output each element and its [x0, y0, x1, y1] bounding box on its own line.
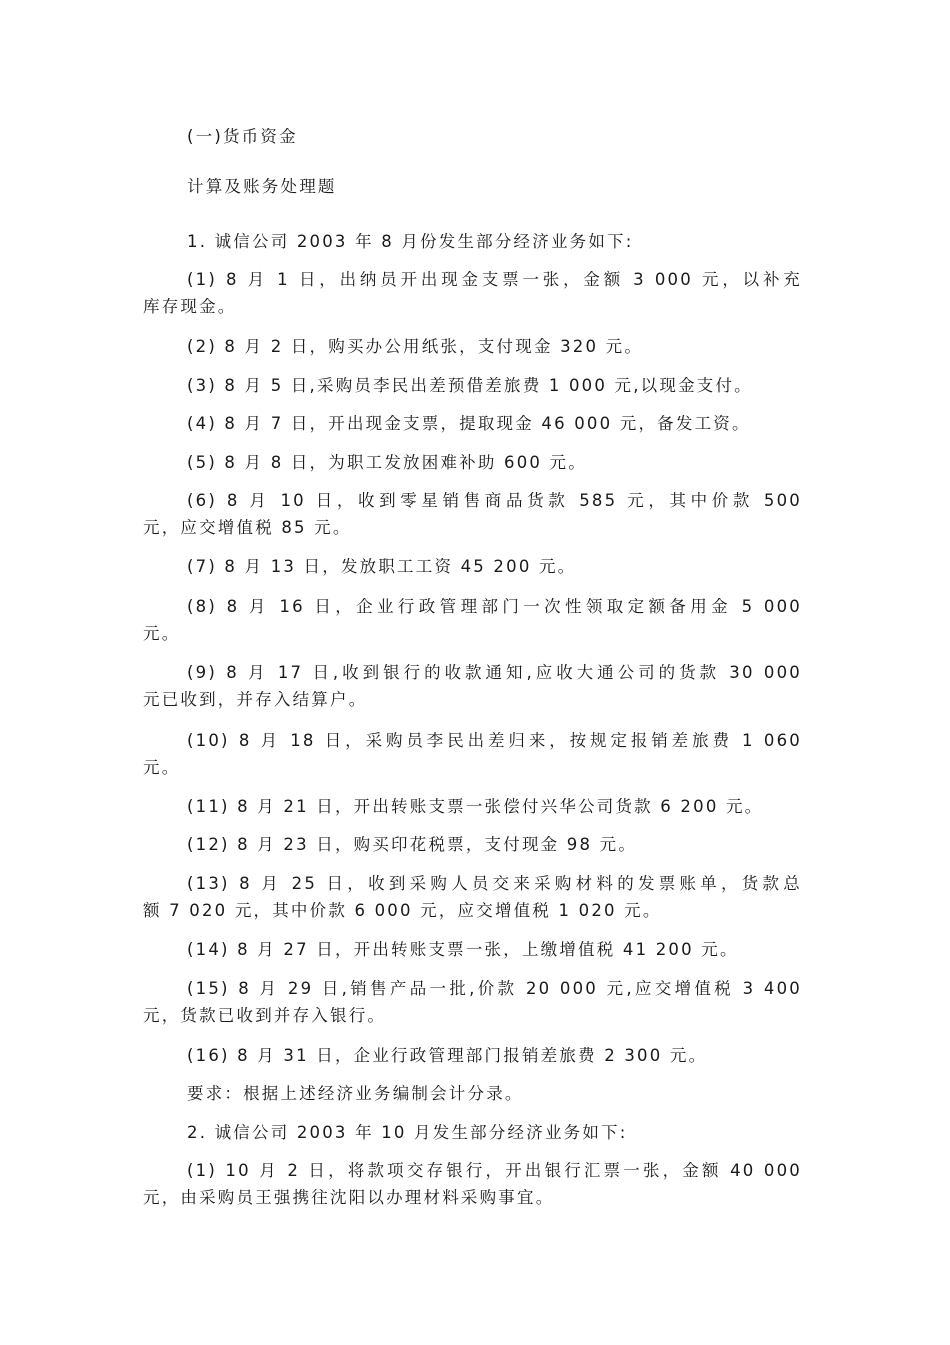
item-9-line-2: 元已收到，并存入结算户。 [143, 690, 368, 709]
p2-item-1-line-2: 元，由采购员王强携往沈阳以办理材料采购事宜。 [143, 1188, 555, 1207]
p2-item-1-line-1: (1) 10 月 2 日，将款项交存银行，开出银行汇票一张，金额 40 000 [187, 1161, 802, 1180]
item-13-line-1: (13) 8 月 25 日，收到采购人员交来采购材料的发票账单，货款总 [187, 874, 802, 893]
item-10-line-2: 元。 [143, 758, 181, 777]
item-10-line-1: (10) 8 月 18 日，采购员李民出差归来，按规定报销差旅费 1 060 [187, 731, 802, 750]
item-4: (4) 8 月 7 日，开出现金支票，提取现金 46 000 元，备发工资。 [187, 414, 751, 433]
item-11: (11) 8 月 21 日，开出转账支票一张偿付兴华公司货款 6 200 元。 [187, 797, 764, 816]
item-6-line-2: 元，应交增值税 85 元。 [143, 518, 352, 537]
item-2: (2) 8 月 2 日，购买办公用纸张，支付现金 320 元。 [187, 337, 644, 356]
item-1-line-2: 库存现金。 [143, 297, 237, 316]
item-1-line-1: (1) 8 月 1 日，出纳员开出现金支票一张，金额 3 000 元，以补充 [187, 270, 802, 289]
item-15-line-2: 元，货款已收到并存入银行。 [143, 1006, 387, 1025]
item-14: (14) 8 月 27 日，开出转账支票一张，上缴增值税 41 200 元。 [187, 940, 739, 959]
item-7: (7) 8 月 13 日，发放职工工资 45 200 元。 [187, 557, 577, 576]
item-8-line-1: (8) 8 月 16 日，企业行政管理部门一次性领取定额备用金 5 000 [187, 597, 802, 616]
item-13-line-2: 额 7 020 元，其中价款 6 000 元，应交增值税 1 020 元。 [143, 901, 662, 920]
problem-1-intro: 1. 诚信公司 2003 年 8 月份发生部分经济业务如下: [187, 232, 634, 251]
requirement: 要求：根据上述经济业务编制会计分录。 [187, 1084, 524, 1103]
item-9-line-1: (9) 8 月 17 日,收到银行的收款通知,应收大通公司的货款 30 000 [187, 663, 802, 682]
item-12: (12) 8 月 23 日，购买印花税票，支付现金 98 元。 [187, 835, 638, 854]
item-8-line-2: 元。 [143, 624, 181, 643]
section-subtitle: 计算及账务处理题 [187, 177, 337, 196]
section-title: (一)货币资金 [187, 127, 298, 146]
problem-2-intro: 2. 诚信公司 2003 年 10 月发生部分经济业务如下: [187, 1123, 628, 1142]
item-6-line-1: (6) 8 月 10 日，收到零星销售商品货款 585 元，其中价款 500 [187, 491, 802, 510]
item-5: (5) 8 月 8 日，为职工发放困难补助 600 元。 [187, 453, 587, 472]
item-15-line-1: (15) 8 月 29 日,销售产品一批,价款 20 000 元,应交增值税 3 400 [187, 979, 802, 998]
item-3: (3) 8 月 5 日,采购员李民出差预借差旅费 1 000 元,以现金支付。 [187, 376, 753, 395]
item-16: (16) 8 月 31 日，企业行政管理部门报销差旅费 2 300 元。 [187, 1046, 708, 1065]
